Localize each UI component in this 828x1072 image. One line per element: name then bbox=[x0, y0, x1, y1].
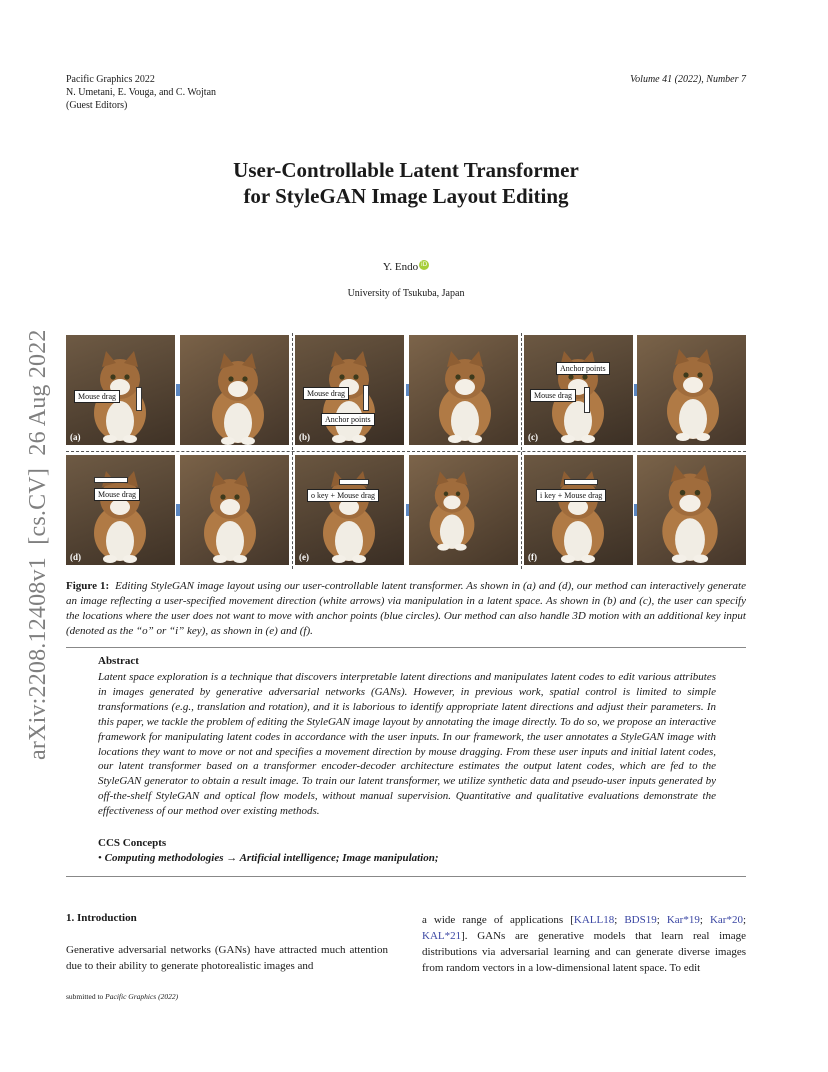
abstract-heading: Abstract bbox=[98, 655, 139, 667]
ccs-heading: CCS Concepts bbox=[98, 837, 167, 849]
footer-prefix: submitted to bbox=[66, 992, 106, 1001]
affiliation: University of Tsukuba, Japan bbox=[347, 288, 465, 299]
tag-anchor-points: Anchor points bbox=[556, 362, 610, 375]
row-divider bbox=[66, 451, 746, 452]
tag-mouse-drag: Mouse drag bbox=[74, 390, 120, 403]
intro-text: a wide range of applications [ bbox=[422, 914, 574, 926]
tag-o-key: o key + Mouse drag bbox=[307, 489, 379, 502]
panel-d-output bbox=[180, 455, 289, 565]
drag-arrow-icon bbox=[136, 387, 142, 411]
cat-photo bbox=[202, 353, 274, 445]
citation-link[interactable]: BDS19 bbox=[624, 914, 657, 926]
paper-title bbox=[0, 157, 812, 209]
intro-text: ]. GANs are generative models that learn real image distributions via adversarial learning and can generate diverse images from random vectors in a low-dimensional latent space. To edit bbox=[422, 930, 746, 974]
volume-info: Volume 41 (2022), Number 7 bbox=[630, 74, 746, 85]
panel-f-input bbox=[524, 455, 633, 565]
panel-a-output bbox=[180, 335, 289, 445]
intro-right-column bbox=[422, 912, 746, 976]
page-footer bbox=[66, 992, 178, 1001]
figure-caption bbox=[66, 579, 746, 639]
label-c: (c) bbox=[528, 432, 538, 442]
caption-label: Figure 1: bbox=[66, 580, 110, 592]
intro-left-column: Generative adversarial networks (GANs) have attracted much attention due to their ability to generate photorealistic images and bbox=[66, 944, 388, 972]
citation-link[interactable]: KALL18 bbox=[573, 914, 615, 926]
abstract-text: Latent space exploration is a technique that discovers interpretable latent directions and manipulates latent codes to edit various attributes in images generated by generative adversarial networks (GANs). However, in previous work, spatial control is limited to simple transformations (e.g., translation and rotation), and it is laborious to identify appropriate latent directions and adjust their parameters. In this paper, we tackle the problem of editing the StyleGAN image layout by annotating the image directly. To do so, we propose an interactive framework for manipulating latent codes in accordance with the user inputs. In our framework, the user annotates a StyleGAN image with locations they want to move or not and specifies a movement direction by mouse dragging. From these user inputs and initial latent codes, our latent transformer based on a transformer encoder-decoder architecture estimates the output latent codes, which are fed to the StyleGAN generator to obtain a result image. To train our latent transformer, we utilize synthetic data and pseudo-user inputs generated by off-the-shelf StyleGAN and optical flow models, without manual supervision. Quantitative and qualitative evaluations demonstrate the effectiveness of our method over existing methods. bbox=[98, 671, 716, 818]
label-b: (b) bbox=[299, 432, 310, 442]
author bbox=[0, 260, 812, 273]
editors: N. Umetani, E. Vouga, and C. Wojtan bbox=[66, 87, 217, 98]
panel-c-output bbox=[637, 335, 746, 445]
cat-photo bbox=[429, 351, 501, 443]
panel-e-output bbox=[409, 455, 518, 565]
panel-d-input bbox=[66, 455, 175, 565]
cat-photo bbox=[84, 471, 156, 563]
label-d: (d) bbox=[70, 552, 81, 562]
author-name: Y. Endo bbox=[382, 261, 419, 273]
tag-mouse-drag: Mouse drag bbox=[303, 387, 349, 400]
figure-1 bbox=[66, 333, 746, 569]
panel-c-input bbox=[524, 335, 633, 445]
citation-link[interactable]: Kar*19 bbox=[666, 914, 700, 926]
panel-f-output bbox=[637, 455, 746, 565]
venue: Pacific Graphics 2022 bbox=[66, 74, 155, 85]
separator: ; bbox=[656, 914, 667, 926]
bullet: • bbox=[98, 852, 102, 864]
orcid-icon[interactable]: iD bbox=[420, 261, 428, 268]
cat-photo bbox=[647, 465, 733, 563]
drag-arrow-icon bbox=[339, 479, 369, 485]
panel-e-input bbox=[295, 455, 404, 565]
drag-arrow-icon bbox=[94, 477, 128, 483]
panel-b-output bbox=[409, 335, 518, 445]
citation-link[interactable]: Kar*20 bbox=[709, 914, 743, 926]
label-e: (e) bbox=[299, 552, 309, 562]
citation-link[interactable]: KAL*21 bbox=[422, 930, 462, 942]
arxiv-stamp[interactable]: arXiv:2208.12408v1 [cs.CV] 26 Aug 2022 bbox=[25, 329, 51, 760]
cat-photo bbox=[657, 349, 729, 441]
title-line-1: User-Controllable Latent Transformer bbox=[233, 158, 579, 182]
ccs-concepts bbox=[98, 852, 439, 864]
separator: ; bbox=[699, 914, 710, 926]
label-a: (a) bbox=[70, 432, 81, 442]
tag-i-key: i key + Mouse drag bbox=[536, 489, 606, 502]
label-f: (f) bbox=[528, 552, 537, 562]
panel-b-input bbox=[295, 335, 404, 445]
drag-arrow-icon bbox=[584, 387, 590, 413]
ccs-item-2: Artificial intelligence; Image manipulation; bbox=[239, 852, 439, 864]
drag-arrow-icon bbox=[363, 385, 369, 411]
cat-photo bbox=[194, 471, 266, 563]
cat-photo bbox=[421, 469, 483, 553]
separator: ; bbox=[742, 914, 747, 926]
footer-venue: Pacific Graphics (2022) bbox=[105, 992, 179, 1001]
section-heading: 1. Introduction bbox=[66, 912, 137, 924]
drag-arrow-icon bbox=[564, 479, 598, 485]
arrow-icon: → bbox=[226, 852, 238, 864]
divider-bottom bbox=[66, 876, 746, 877]
ccs-item-1: Computing methodologies bbox=[104, 852, 224, 864]
panel-a-input bbox=[66, 335, 175, 445]
caption-text: Editing StyleGAN image layout using our user-controllable latent transformer. As shown in (a) and (d), our method can interactively generate an image reflecting a user-specified movement direction (white arrows) via manipulation in a latent space. As shown in (b) and (c), the user can specify the locations where the user does not want to move with anchor points (blue circles). Our method can also handle 3D motion with an additional key input (denoted as the “o” or “i” key), as shown in (e) and (f). bbox=[66, 580, 746, 637]
tag-anchor-points: Anchor points bbox=[321, 413, 375, 426]
guest-editors: (Guest Editors) bbox=[66, 100, 128, 111]
separator: ; bbox=[614, 914, 625, 926]
running-header-left bbox=[66, 73, 216, 112]
tag-mouse-drag: Mouse drag bbox=[94, 488, 140, 501]
divider-top bbox=[66, 647, 746, 648]
tag-mouse-drag: Mouse drag bbox=[530, 389, 576, 402]
title-line-2: for StyleGAN Image Layout Editing bbox=[243, 184, 569, 208]
